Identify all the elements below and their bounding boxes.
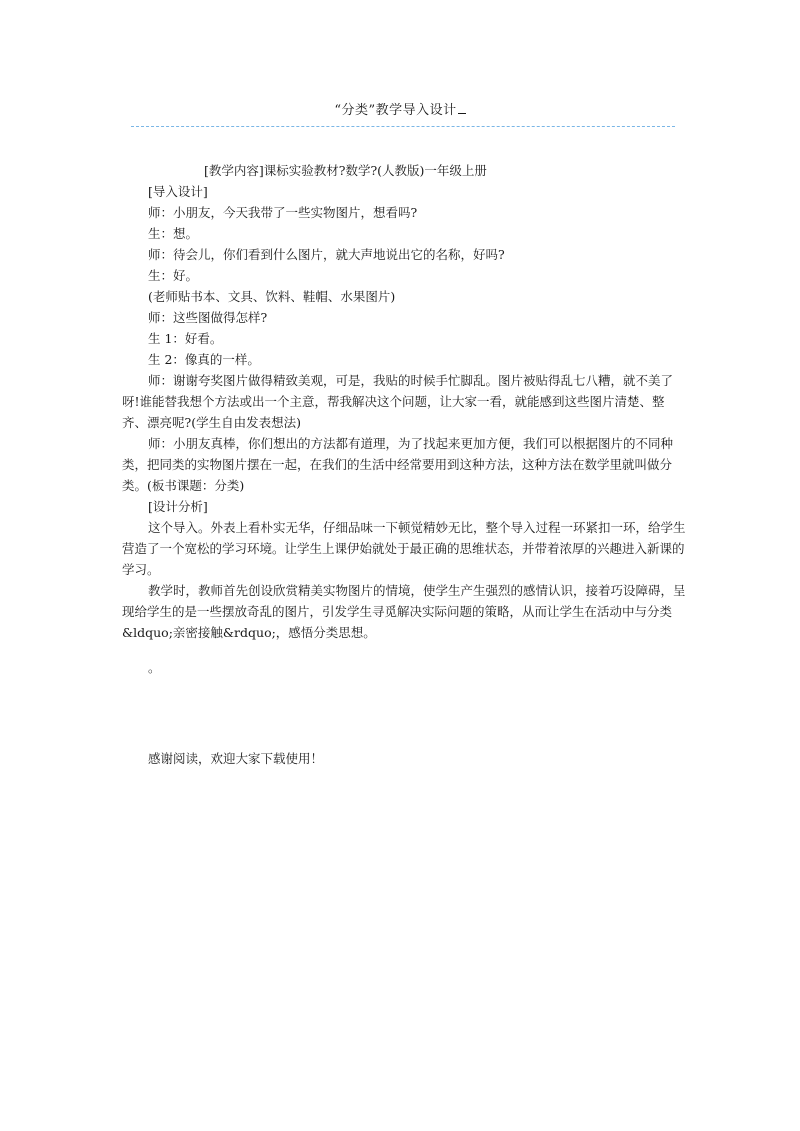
teacher-paragraph: 师：谢谢夸奖图片做得精致美观，可是，我贴的时候手忙脚乱。图片被贴得乱七八糟，就不美了呀!谁能替我想个方法或出一个主意，帮我解决这个问题，让大家一看，就能感到这些图片清楚、整齐、漂亮呢?(学生自由发表想法) bbox=[122, 373, 674, 430]
closing-note: 感谢阅读，欢迎大家下载使用！ bbox=[148, 751, 324, 766]
dialogue-line: 师：小朋友，今天我带了一些实物图片，想看吗? bbox=[148, 205, 418, 220]
analysis-paragraph: 教学时，教师首先创设欣赏精美实物图片的情境，使学生产生强烈的感情认识，接着巧设障碍，呈现给学生的是一些摆放奇乱的图片，引发学生寻觅解决实际问题的策略，从而让学生在活动中与分类&ldquo;亲密接触&rdquo;，感悟分类思想。 bbox=[122, 583, 686, 640]
analysis-heading: [设计分析] bbox=[148, 499, 208, 514]
intro-heading: [导入设计] bbox=[148, 184, 208, 199]
teacher-paragraph: 师：小朋友真棒，你们想出的方法都有道理，为了找起来更加方便，我们可以根据图片的不同种类，把同类的实物图片摆在一起，在我们的生活中经常要用到这种方法，这种方法在数学里就叫做分类。(板书课题：分类) bbox=[122, 436, 674, 493]
title-divider bbox=[131, 126, 675, 127]
dialogue-line: 生：想。 bbox=[148, 226, 199, 241]
analysis-paragraph: 这个导入。外表上看朴实无华，仔细品味一下顿觉精妙无比，整个导入过程一环紧扣一环，给学生营造了一个宽松的学习环境。让学生上课伊始就处于最正确的思维状态，并带着浓厚的兴趣进入新课的学习。 bbox=[122, 520, 686, 577]
dialogue-line: (老师贴书本、文具、饮料、鞋帽、水果图片) bbox=[148, 289, 396, 304]
teaching-content-line: [教学内容]课标实验教材?数学?(人教版)一年级上册 bbox=[204, 163, 487, 178]
page-title-text: “分类”教学导入设计 bbox=[334, 103, 457, 118]
dialogue-line: 师：待会儿，你们看到什么图片，就大声地说出它的名称，好吗? bbox=[148, 247, 505, 262]
title-underline bbox=[458, 102, 466, 114]
dialogue-line: 生 2：像真的一样。 bbox=[148, 352, 260, 367]
dialogue-line: 生 1：好看。 bbox=[148, 331, 223, 346]
dialogue-line: 师：这些图做得怎样? bbox=[148, 310, 268, 325]
document-body bbox=[122, 160, 688, 678]
trailing-mark: 。 bbox=[148, 660, 161, 675]
page-title bbox=[0, 99, 800, 118]
dialogue-line: 生：好。 bbox=[148, 268, 199, 283]
